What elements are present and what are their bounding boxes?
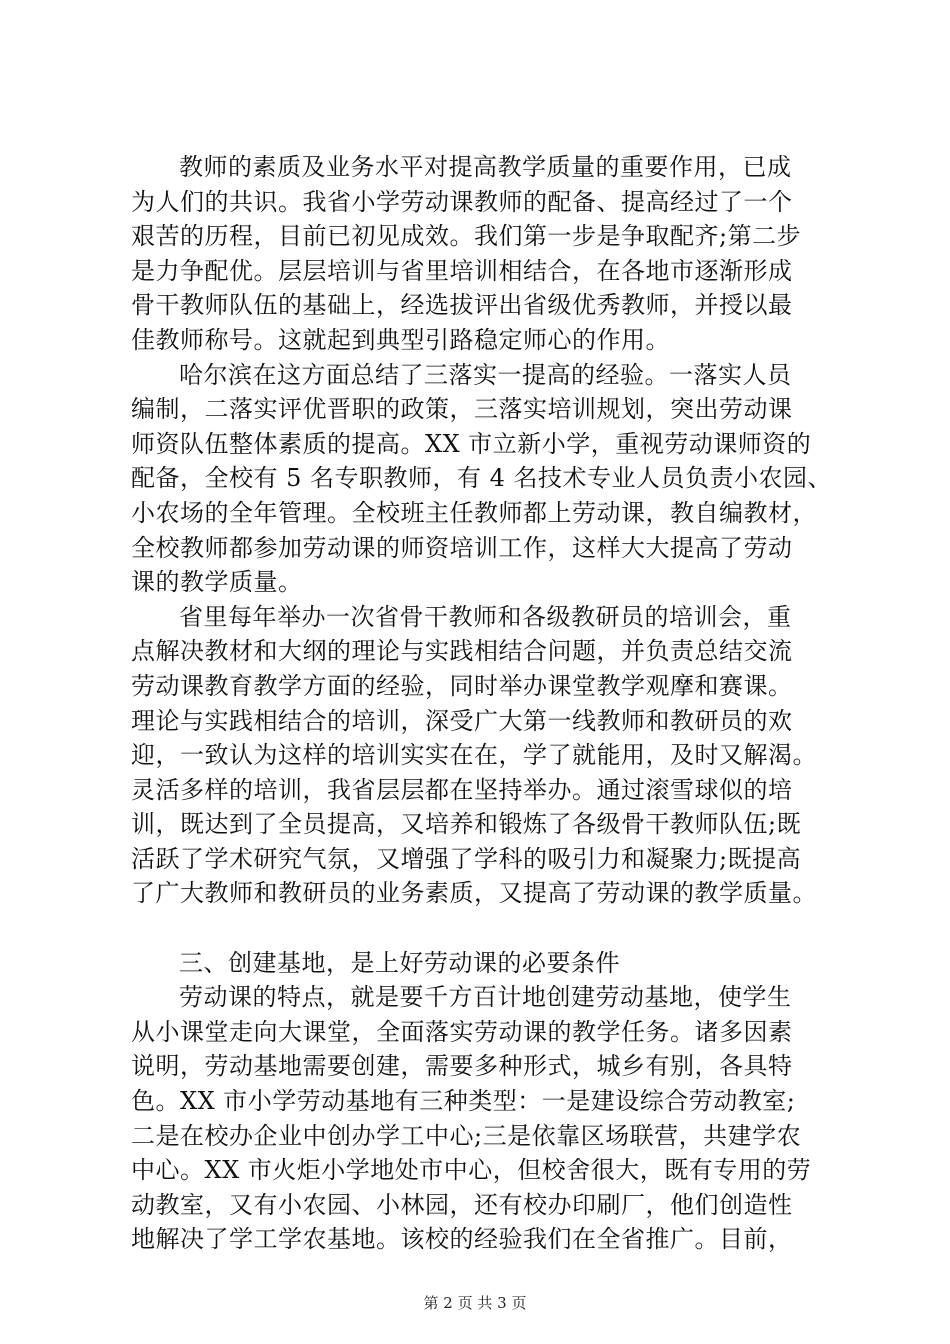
text-line: 了广大教师和教研员的业务素质，又提高了劳动课的教学质量。	[131, 879, 817, 908]
text-line: 理论与实践相结合的培训，深受广大第一线教师和教研员的欢	[131, 706, 793, 735]
text-line: 骨干教师队伍的基础上，经选拔评出省级优秀教师，并授以最	[131, 291, 793, 320]
text-line: 动教室，又有小农园、小林园，还有校办印刷厂，他们创造性	[131, 1190, 793, 1219]
paragraph	[131, 600, 851, 911]
text-line: 劳动课的特点，就是要千方百计地创建劳动基地，使学生	[179, 983, 792, 1012]
text-line: 省里每年举办一次省骨干教师和各级教研员的培训会，重	[179, 602, 792, 631]
paragraph-gap	[131, 911, 851, 946]
text-line: 教师的素质及业务水平对提高教学质量的重要作用，已成	[179, 153, 792, 181]
text-line: 是力争配优。层层培训与省里培训相结合，在各地市逐渐形成	[131, 256, 793, 285]
text-line: 从小课堂走向大课堂，全面落实劳动课的教学任务。诸多因素	[131, 1017, 793, 1046]
text-line: 迎，一致认为这样的培训实实在在，学了就能用，及时又解渴。	[131, 741, 817, 770]
text-line: 哈尔滨在这方面总结了三落实一提高的经验。一落实人员	[179, 360, 792, 389]
text-line: 说明，劳动基地需要创建，需要多种形式，城乡有别，各具特	[131, 1052, 793, 1081]
page-number: 第 2 页 共 3 页	[423, 1294, 527, 1312]
text-line: 灵活多样的培训，我省层层都在坚持举办。通过滚雪球似的培	[131, 775, 793, 804]
text-line: 配备，全校有 5 名专职教师，有 4 名技术专业人员负责小农园、	[131, 464, 833, 493]
text-line: 训，既达到了全员提高，又培养和锻炼了各级骨干教师队伍;既	[131, 810, 802, 839]
text-line: 全校教师都参加劳动课的师资培训工作，这样大大提高了劳动	[131, 533, 793, 562]
text-line: 点解决教材和大纲的理论与实践相结合问题，并负责总结交流	[131, 637, 793, 666]
text-line: 为人们的共识。我省小学劳动课教师的配备、提高经过了一个	[131, 187, 793, 216]
text-line: 劳动课教育教学方面的经验，同时举办课堂教学观摩和赛课。	[131, 671, 793, 700]
text-line: 课的教学质量。	[131, 568, 303, 597]
text-line: 师资队伍整体素质的提高。XX 市立新小学，重视劳动课师资的	[131, 429, 812, 458]
page-footer	[0, 1293, 950, 1313]
text-line: 编制，二落实评优晋职的政策，三落实培训规划，突出劳动课	[131, 395, 793, 424]
text-line: 二是在校办企业中创办学工中心;三是依靠区场联营，共建学农	[131, 1121, 802, 1150]
text-line: 佳教师称号。这就起到典型引路稳定师心的作用。	[131, 325, 670, 354]
document-body	[131, 150, 851, 1257]
text-line: 艰苦的历程，目前已初见成效。我们第一步是争取配齐;第二步	[131, 222, 802, 251]
text-line: 色。XX 市小学劳动基地有三种类型：一是建设综合劳动教室;	[131, 1087, 796, 1116]
section-heading: 三、创建基地，是上好劳动课的必要条件	[179, 948, 620, 977]
text-line: 小农场的全年管理。全校班主任教师都上劳动课，教自编教材，	[131, 498, 817, 527]
paragraph	[131, 150, 851, 358]
text-line: 中心。XX 市火炬小学地处市中心，但校舍很大，既有专用的劳	[131, 1156, 812, 1185]
text-line: 活跃了学术研究气氛，又增强了学科的吸引力和凝聚力;既提高	[131, 844, 802, 873]
paragraph	[131, 980, 851, 1257]
text-line: 地解决了学工学农基地。该校的经验我们在全省推广。目前，	[131, 1225, 793, 1254]
paragraph	[131, 358, 851, 600]
